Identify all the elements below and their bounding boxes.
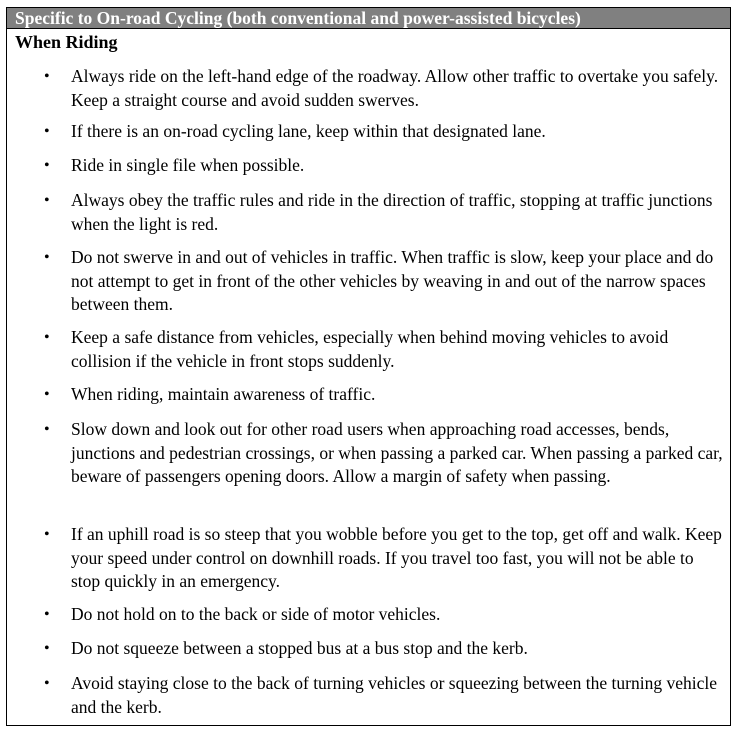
bullet-icon: • bbox=[44, 386, 50, 403]
bullet-icon: • bbox=[44, 249, 50, 266]
bullet-icon: • bbox=[44, 421, 50, 438]
section-title: When Riding bbox=[15, 32, 118, 52]
list-item-text: Always ride on the left-hand edge of the roadway. Allow other traffic to overtake you safely. Keep a straight course and avoid sudden swerves. bbox=[71, 66, 719, 110]
bullet-icon: • bbox=[44, 329, 50, 346]
bullet-icon: • bbox=[44, 640, 50, 657]
list-item-text: Do not squeeze between a stopped bus at a bus stop and the kerb. bbox=[71, 638, 528, 658]
bullet-icon: • bbox=[44, 606, 50, 623]
bullet-icon: • bbox=[44, 68, 50, 85]
bullet-icon: • bbox=[44, 123, 50, 140]
list-item-text: Ride in single file when possible. bbox=[71, 155, 305, 175]
list-item-text: Keep a safe distance from vehicles, especially when behind moving vehicles to avoid collision if the vehicle in front stops suddenly. bbox=[71, 327, 669, 371]
list-item-text: Do not swerve in and out of vehicles in traffic. When traffic is slow, keep your place and do not attempt to get in front of the other vehicles by weaving in and out of the narrow spaces between them. bbox=[71, 247, 714, 314]
list-item-text: If there is an on-road cycling lane, keep within that designated lane. bbox=[71, 121, 546, 141]
list-item-text: Avoid staying close to the back of turning vehicles or squeezing between the turning vehicle and the kerb. bbox=[71, 673, 718, 717]
list-item-text: Always obey the traffic rules and ride in the direction of traffic, stopping at traffic junctions when the light is red. bbox=[71, 190, 713, 234]
bullet-list bbox=[7, 8, 730, 725]
bullet-icon: • bbox=[44, 157, 50, 174]
header-title: Specific to On-road Cycling (both conventional and power-assisted bicycles) bbox=[15, 8, 581, 28]
list-item-text: If an uphill road is so steep that you wobble before you get to the top, get off and walk. Keep your speed under control on downhill roads. If you travel too fast, you will not be able to stop quickly in an emergency. bbox=[71, 524, 722, 591]
bullet-icon: • bbox=[44, 192, 50, 209]
bullet-icon: • bbox=[44, 526, 50, 543]
content-box bbox=[6, 7, 731, 726]
list-item-text: When riding, maintain awareness of traffic. bbox=[71, 384, 376, 404]
bullet-icon: • bbox=[44, 675, 50, 692]
list-item-text: Slow down and look out for other road users when approaching road accesses, bends, junctions and pedestrian crossings, or when passing a parked car. When passing a parked car, beware of passengers opening doors. Allow a margin of safety when passing. bbox=[71, 419, 723, 486]
list-item-text: Do not hold on to the back or side of motor vehicles. bbox=[71, 604, 441, 624]
